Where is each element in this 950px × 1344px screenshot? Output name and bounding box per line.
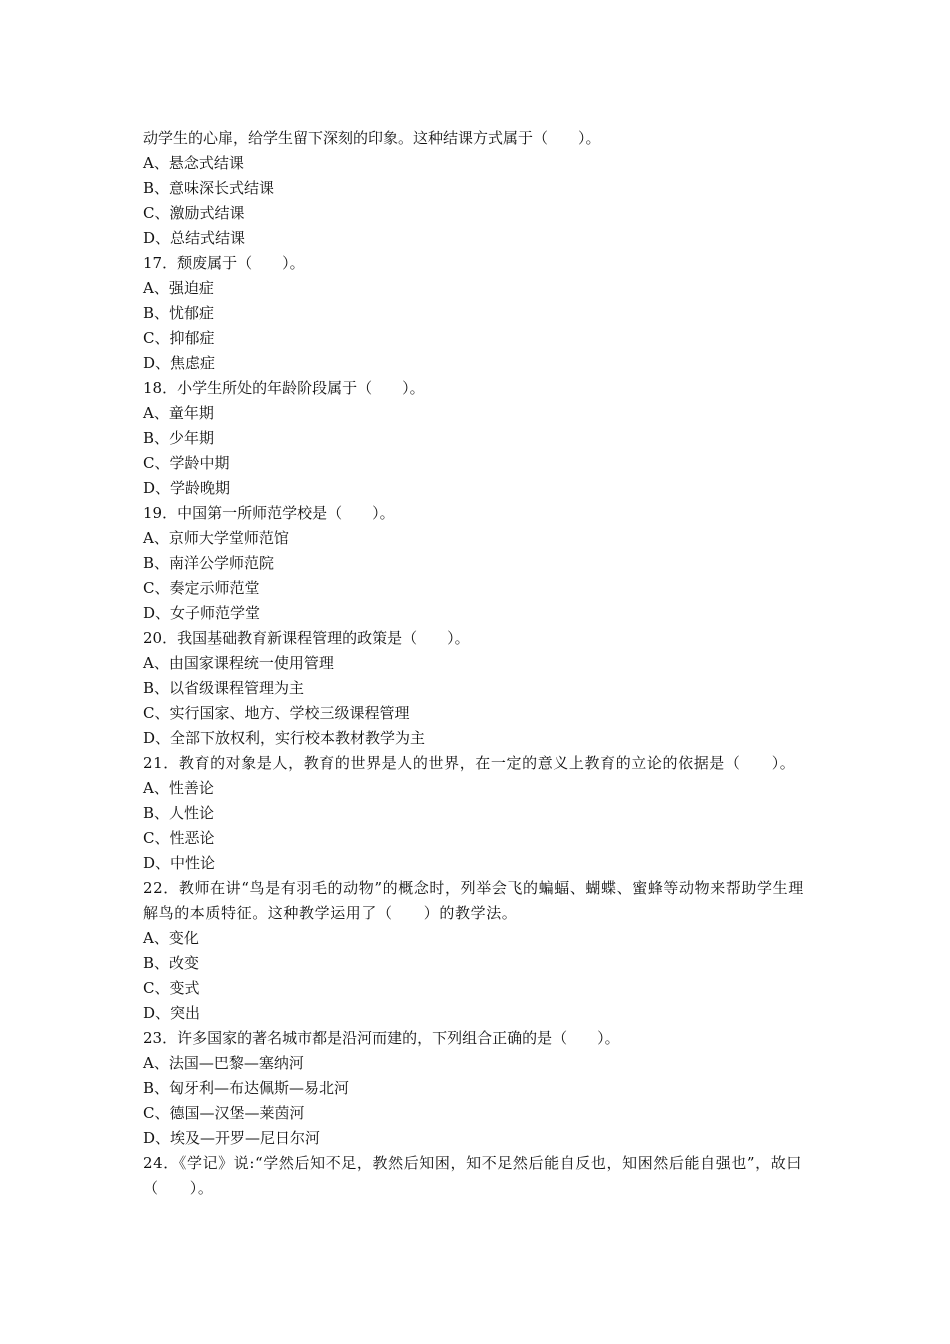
option-a: A、法国—巴黎—塞纳河 <box>143 1054 304 1072</box>
option-b: B、人性论 <box>143 804 215 822</box>
question-23 <box>143 1026 813 1151</box>
question-17 <box>143 251 813 376</box>
question-20 <box>143 626 813 751</box>
option-d: D、埃及—开罗—尼日尔河 <box>143 1129 321 1147</box>
option-c: C、抑郁症 <box>143 329 215 347</box>
option-d: D、突出 <box>143 1004 201 1022</box>
option-b: B、匈牙利—布达佩斯—易北河 <box>143 1079 350 1097</box>
question-stem: 21．教育的对象是人，教育的世界是人的世界，在一定的意义上教育的立论的依据是（ ）。 <box>143 754 796 772</box>
option-d: D、女子师范学堂 <box>143 604 261 622</box>
option-c: C、激励式结课 <box>143 204 245 222</box>
option-c: C、变式 <box>143 979 200 997</box>
option-c: C、德国—汉堡—莱茵河 <box>143 1104 305 1122</box>
question-19 <box>143 501 813 626</box>
question-24 <box>143 1151 813 1201</box>
option-b: B、意味深长式结课 <box>143 179 275 197</box>
question-21 <box>143 751 813 876</box>
question-stem: 17．颓废属于（ ）。 <box>143 254 305 272</box>
option-c: C、性恶论 <box>143 829 215 847</box>
option-b: B、以省级课程管理为主 <box>143 679 305 697</box>
option-d: D、中性论 <box>143 854 216 872</box>
question-stem: 18．小学生所处的年龄阶段属于（ ）。 <box>143 379 425 397</box>
option-b: B、少年期 <box>143 429 215 447</box>
option-c: C、学龄中期 <box>143 454 230 472</box>
question-16-continued <box>143 126 813 251</box>
option-a: A、悬念式结课 <box>143 154 244 172</box>
option-a: A、变化 <box>143 929 199 947</box>
option-d: D、学龄晚期 <box>143 479 231 497</box>
option-c: C、实行国家、地方、学校三级课程管理 <box>143 704 410 722</box>
question-stem: 22．教师在讲“鸟是有羽毛的动物”的概念时，列举会飞的蝙蝠、蝴蝶、蜜蜂等动物来帮助学生理解鸟的本质特征。这种教学运用了（ ）的教学法。 <box>143 879 804 922</box>
option-d: D、全部下放权利，实行校本教材教学为主 <box>143 729 426 747</box>
option-d: D、总结式结课 <box>143 229 246 247</box>
question-stem: 23．许多国家的著名城市都是沿河而建的，下列组合正确的是（ ）。 <box>143 1029 620 1047</box>
option-a: A、京师大学堂师范馆 <box>143 529 289 547</box>
question-18 <box>143 376 813 501</box>
option-b: B、南洋公学师范院 <box>143 554 275 572</box>
question-stem: 动学生的心扉，给学生留下深刻的印象。这种结课方式属于（ ）。 <box>143 129 601 147</box>
option-b: B、改变 <box>143 954 200 972</box>
option-d: D、焦虑症 <box>143 354 216 372</box>
option-a: A、童年期 <box>143 404 214 422</box>
option-c: C、奏定示师范堂 <box>143 579 260 597</box>
option-a: A、由国家课程统一使用管理 <box>143 654 334 672</box>
question-22 <box>143 876 813 1026</box>
option-a: A、性善论 <box>143 779 214 797</box>
option-b: B、忧郁症 <box>143 304 215 322</box>
question-list <box>143 126 813 1201</box>
question-stem: 24．《学记》说:“学然后知不足，教然后知困，知不足然后能自反也，知困然后能自强也”，故曰（ ）。 <box>143 1154 802 1197</box>
option-a: A、强迫症 <box>143 279 214 297</box>
question-stem: 20．我国基础教育新课程管理的政策是（ ）。 <box>143 629 470 647</box>
question-stem: 19．中国第一所师范学校是（ ）。 <box>143 504 395 522</box>
